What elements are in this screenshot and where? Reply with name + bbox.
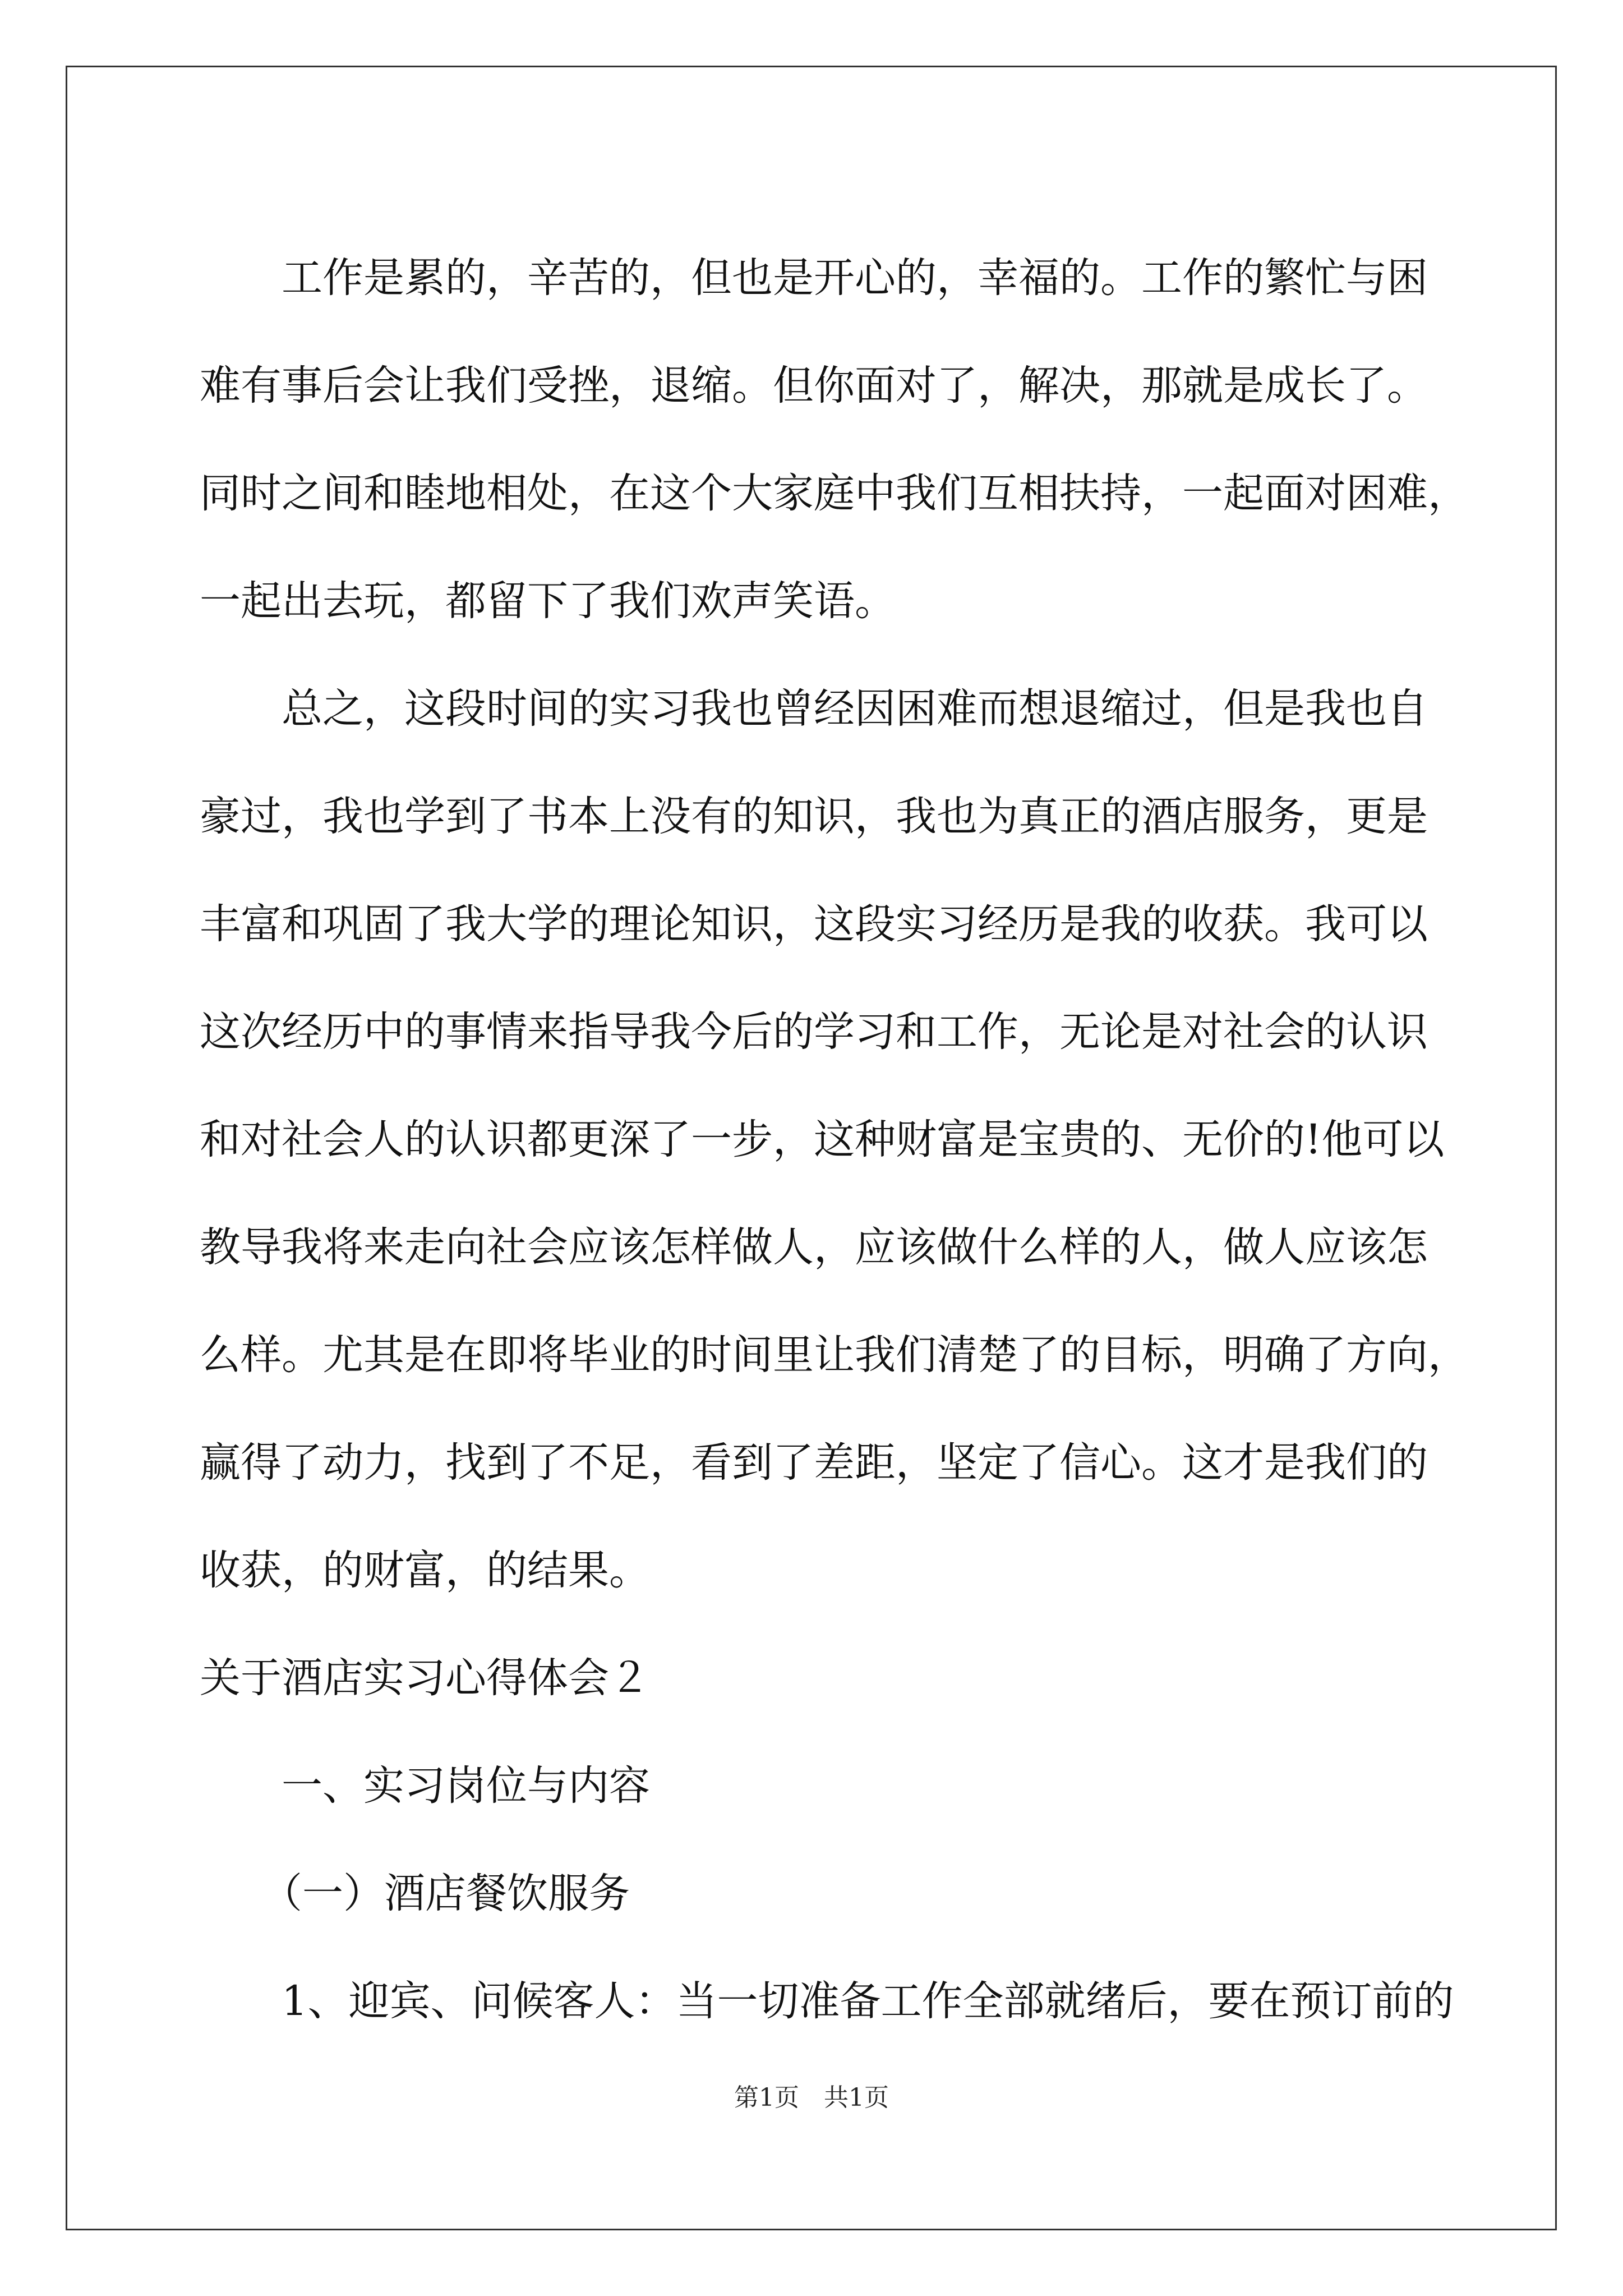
paragraph-line: 和对社会人的认识都更深了一步，这种财富是宝贵的、无价的!他可以 bbox=[200, 1116, 1445, 1163]
paragraph-line: 教导我将来走向社会应该怎样做人，应该做什么样的人，做人应该怎 bbox=[200, 1223, 1428, 1271]
paragraph-line: 这次经历中的事情来指导我今后的学习和工作，无论是对社会的认识 bbox=[200, 1008, 1428, 1056]
subsection-heading: 一、实习岗位与内容 bbox=[282, 1762, 650, 1810]
paragraph-line: 收获，的财富，的结果。 bbox=[200, 1547, 650, 1594]
paragraph-line: 同时之间和睦地相处，在这个大家庭中我们互相扶持，一起面对困难， bbox=[200, 470, 1469, 517]
paragraph-line: 么样。尤其是在即将毕业的时间里让我们清楚了的目标，明确了方向， bbox=[200, 1331, 1469, 1379]
paragraph-line: 赢得了动力，找到了不足，看到了差距，坚定了信心。这才是我们的 bbox=[200, 1439, 1428, 1487]
section-heading: 关于酒店实习心得体会２ bbox=[200, 1654, 650, 1702]
paragraph-line: 工作是累的，辛苦的，但也是开心的，幸福的。工作的繁忙与困 bbox=[282, 254, 1428, 302]
paragraph-line: 1、迎宾、问候客人：当一切准备工作全部就绪后，要在预订前的 bbox=[282, 1977, 1454, 2025]
paragraph-line: 总之，这段时间的实习我也曾经因困难而想退缩过，但是我也自 bbox=[282, 685, 1428, 733]
paragraph-line: 丰富和巩固了我大学的理论知识，这段实习经历是我的收获。我可以 bbox=[200, 900, 1428, 948]
document-body bbox=[200, 224, 1469, 2055]
page-number-footer: 第1页 共1页 bbox=[734, 2083, 889, 2112]
subsection-heading: （一）酒店餐饮服务 bbox=[261, 1870, 630, 1917]
paragraph-line: 豪过，我也学到了书本上没有的知识，我也为真正的酒店服务，更是 bbox=[200, 793, 1428, 840]
paragraph-line: 难有事后会让我们受挫，退缩。但你面对了，解决，那就是成长了。 bbox=[200, 362, 1428, 409]
paragraph-line: 一起出去玩，都留下了我们欢声笑语。 bbox=[200, 577, 896, 625]
